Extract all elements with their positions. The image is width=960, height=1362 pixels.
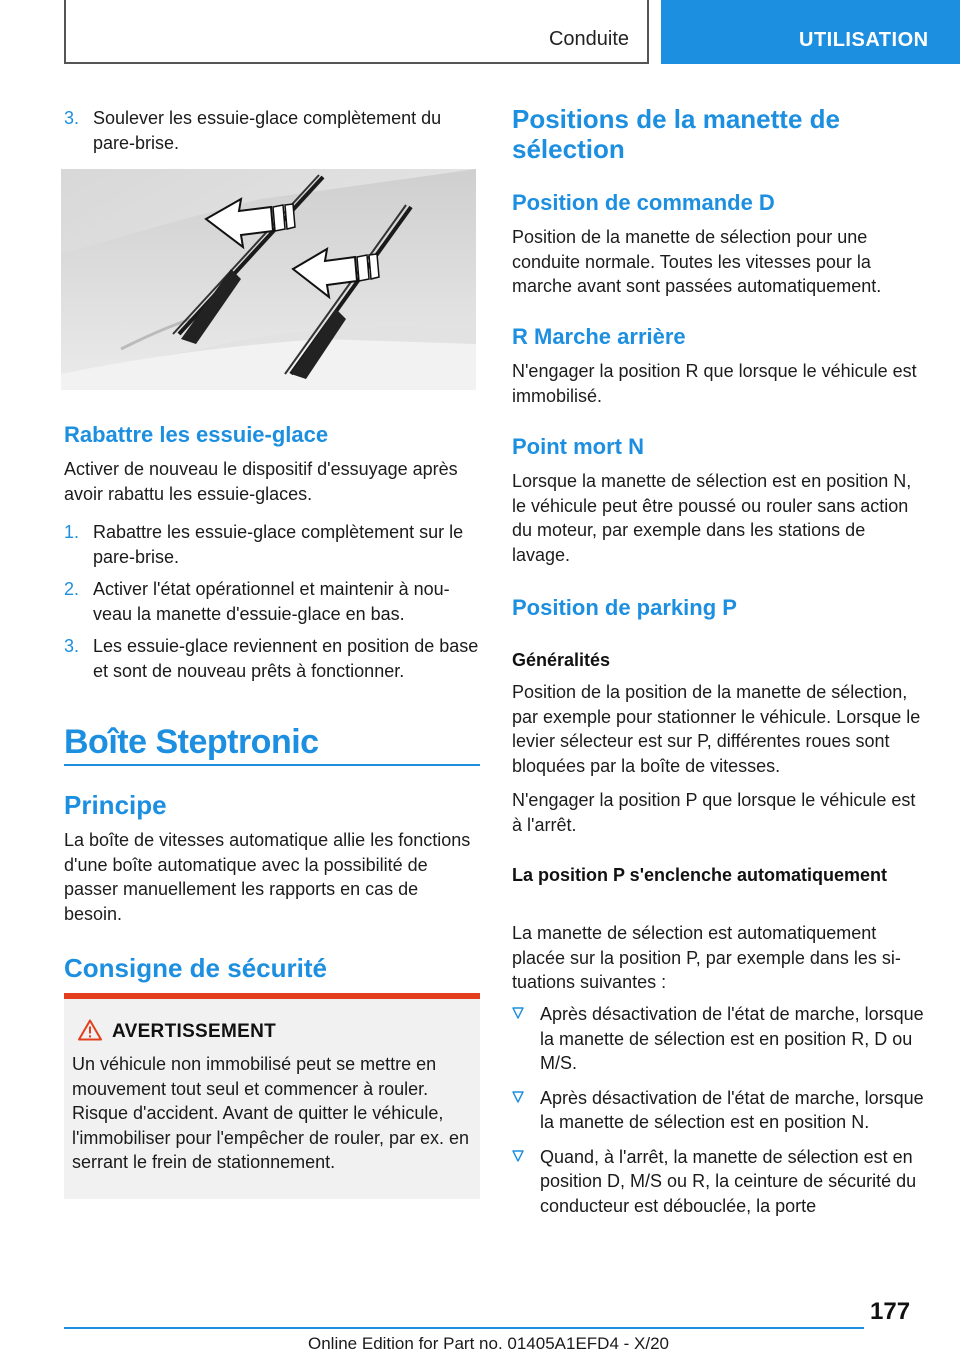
paragraph-auto: La manette de sélection est automatiquement placée sur la position P, par exemple dans les situations suivantes : [512,923,901,992]
paragraph-generalites: Position de la position de la manette de sélection, par exemple pour stationner le véhicule. Lorsque le levier sélecteur est sur P, différentes roues sont bloquées par la boîte de vitesses. [512,682,921,776]
list-item-text: Après désactivation de l'état de marche, lorsque la manette de sélection est en position N. [540,1087,924,1132]
list-item [64,634,480,683]
step-number: 1. [64,522,80,542]
paragraph-r: N'engager la position R que lorsque le véhicule est immobilisé. [512,361,917,406]
subsection-title-r: R Marche arrière [512,324,686,349]
list-item [64,577,480,626]
section-title-positions: Positions de la manette de sélection [512,104,840,164]
paragraph-rabattre: Activer de nouveau le dispositif d'essuyage après avoir rabattu les essuie-glaces. [64,459,458,504]
step-text: Activer l'état opérationnel et maintenir à nouveau la manette d'essuie-glace en bas. [93,579,450,624]
header-section-title: Conduite [548,28,629,50]
step-list-lift [64,106,480,163]
warning-title: AVERTISSEMENT [112,1021,277,1042]
triangle-bullet-icon [512,1150,524,1164]
paragraph-generalites-2: N'engager la position P que lorsque le véhicule est à l'arrêt. [512,790,916,835]
title-underline [64,764,480,766]
list-item [64,106,480,155]
step-number: 3. [64,636,80,656]
footer-edition: Online Edition for Part no. 01405A1EFD4 - X/20 [308,1334,669,1353]
section-title-consigne: Consigne de sécurité [64,953,327,983]
paragraph-d: Position de la manette de sélection pour une conduite normale. Toutes les vitesses pour la marche avant sont passées automatiquement. [512,227,882,296]
list-item [512,1145,928,1219]
wiper-photo [61,169,476,390]
list-item-text: Quand, à l'arrêt, la manette de sélection est en position D, M/S ou R, la ceinture de sécurité du conducteur est débouclée, la porte [540,1146,917,1216]
footer-rule [64,1327,864,1329]
paragraph-principe: La boîte de vitesses automatique allie les fonctions d'une boîte automatique avec la possibilité de passer manuellement les rapports en cas de besoin. [64,830,471,924]
subheading-generalites: Généralités [512,650,611,670]
list-item-text: Après désactivation de l'état de marche, lorsque la manette de sélection est en position R, D ou M/S. [540,1004,924,1073]
list-item [512,1086,928,1135]
header-chapter-tab [661,0,960,64]
list-item [64,520,480,569]
header-section-box [64,0,649,64]
header-chapter-title: UTILISATION [799,29,929,51]
step-list-rabattre [64,520,480,691]
warning-bar [64,993,480,999]
triangle-bullet-icon [512,1091,524,1105]
subsection-title-p: Position de parking P [512,595,737,620]
step-text: Soulever les essuie-glace complètement du pare-brise. [93,108,442,153]
triangle-bullet-icon [512,1007,524,1021]
step-text: Rabattre les essuie-glace complètement sur le pare-brise. [93,522,464,567]
subsection-title-n: Point mort N [512,434,644,459]
section-title-principe: Principe [64,790,167,820]
list-item [512,1002,928,1076]
subheading-auto: La position P s'enclenche automatiquement [512,865,888,885]
paragraph-n: Lorsque la manette de sélection est en position N, le véhicule peut être poussé ou rouler sans action du moteur, par exemple dans les stations de lavage. [512,471,912,565]
warning-box [64,993,480,1199]
auto-list [512,1002,928,1228]
step-number: 2. [64,579,80,599]
warning-text: Un véhicule non immobilisé peut se mettre en mouvement tout seul et commencer à rouler. Risque d'accident. Avant de quitter le véhicule, l'immobiliser pour l'empêcher de rouler, par ex. en serrant le frein de stationnement. [72,1054,470,1172]
section-title-rabattre: Rabattre les essuie-glace [64,422,329,447]
step-number: 3. [64,108,80,128]
page-number: 177 [870,1298,911,1325]
subsection-title-d: Position de commande D [512,190,775,215]
chapter-title-steptronic: Boîte Steptronic [64,723,319,761]
warning-triangle-icon [78,1019,102,1041]
step-text: Les essuie-glace reviennent en position de base et sont de nouveau prêts à fonctionner. [93,636,479,681]
